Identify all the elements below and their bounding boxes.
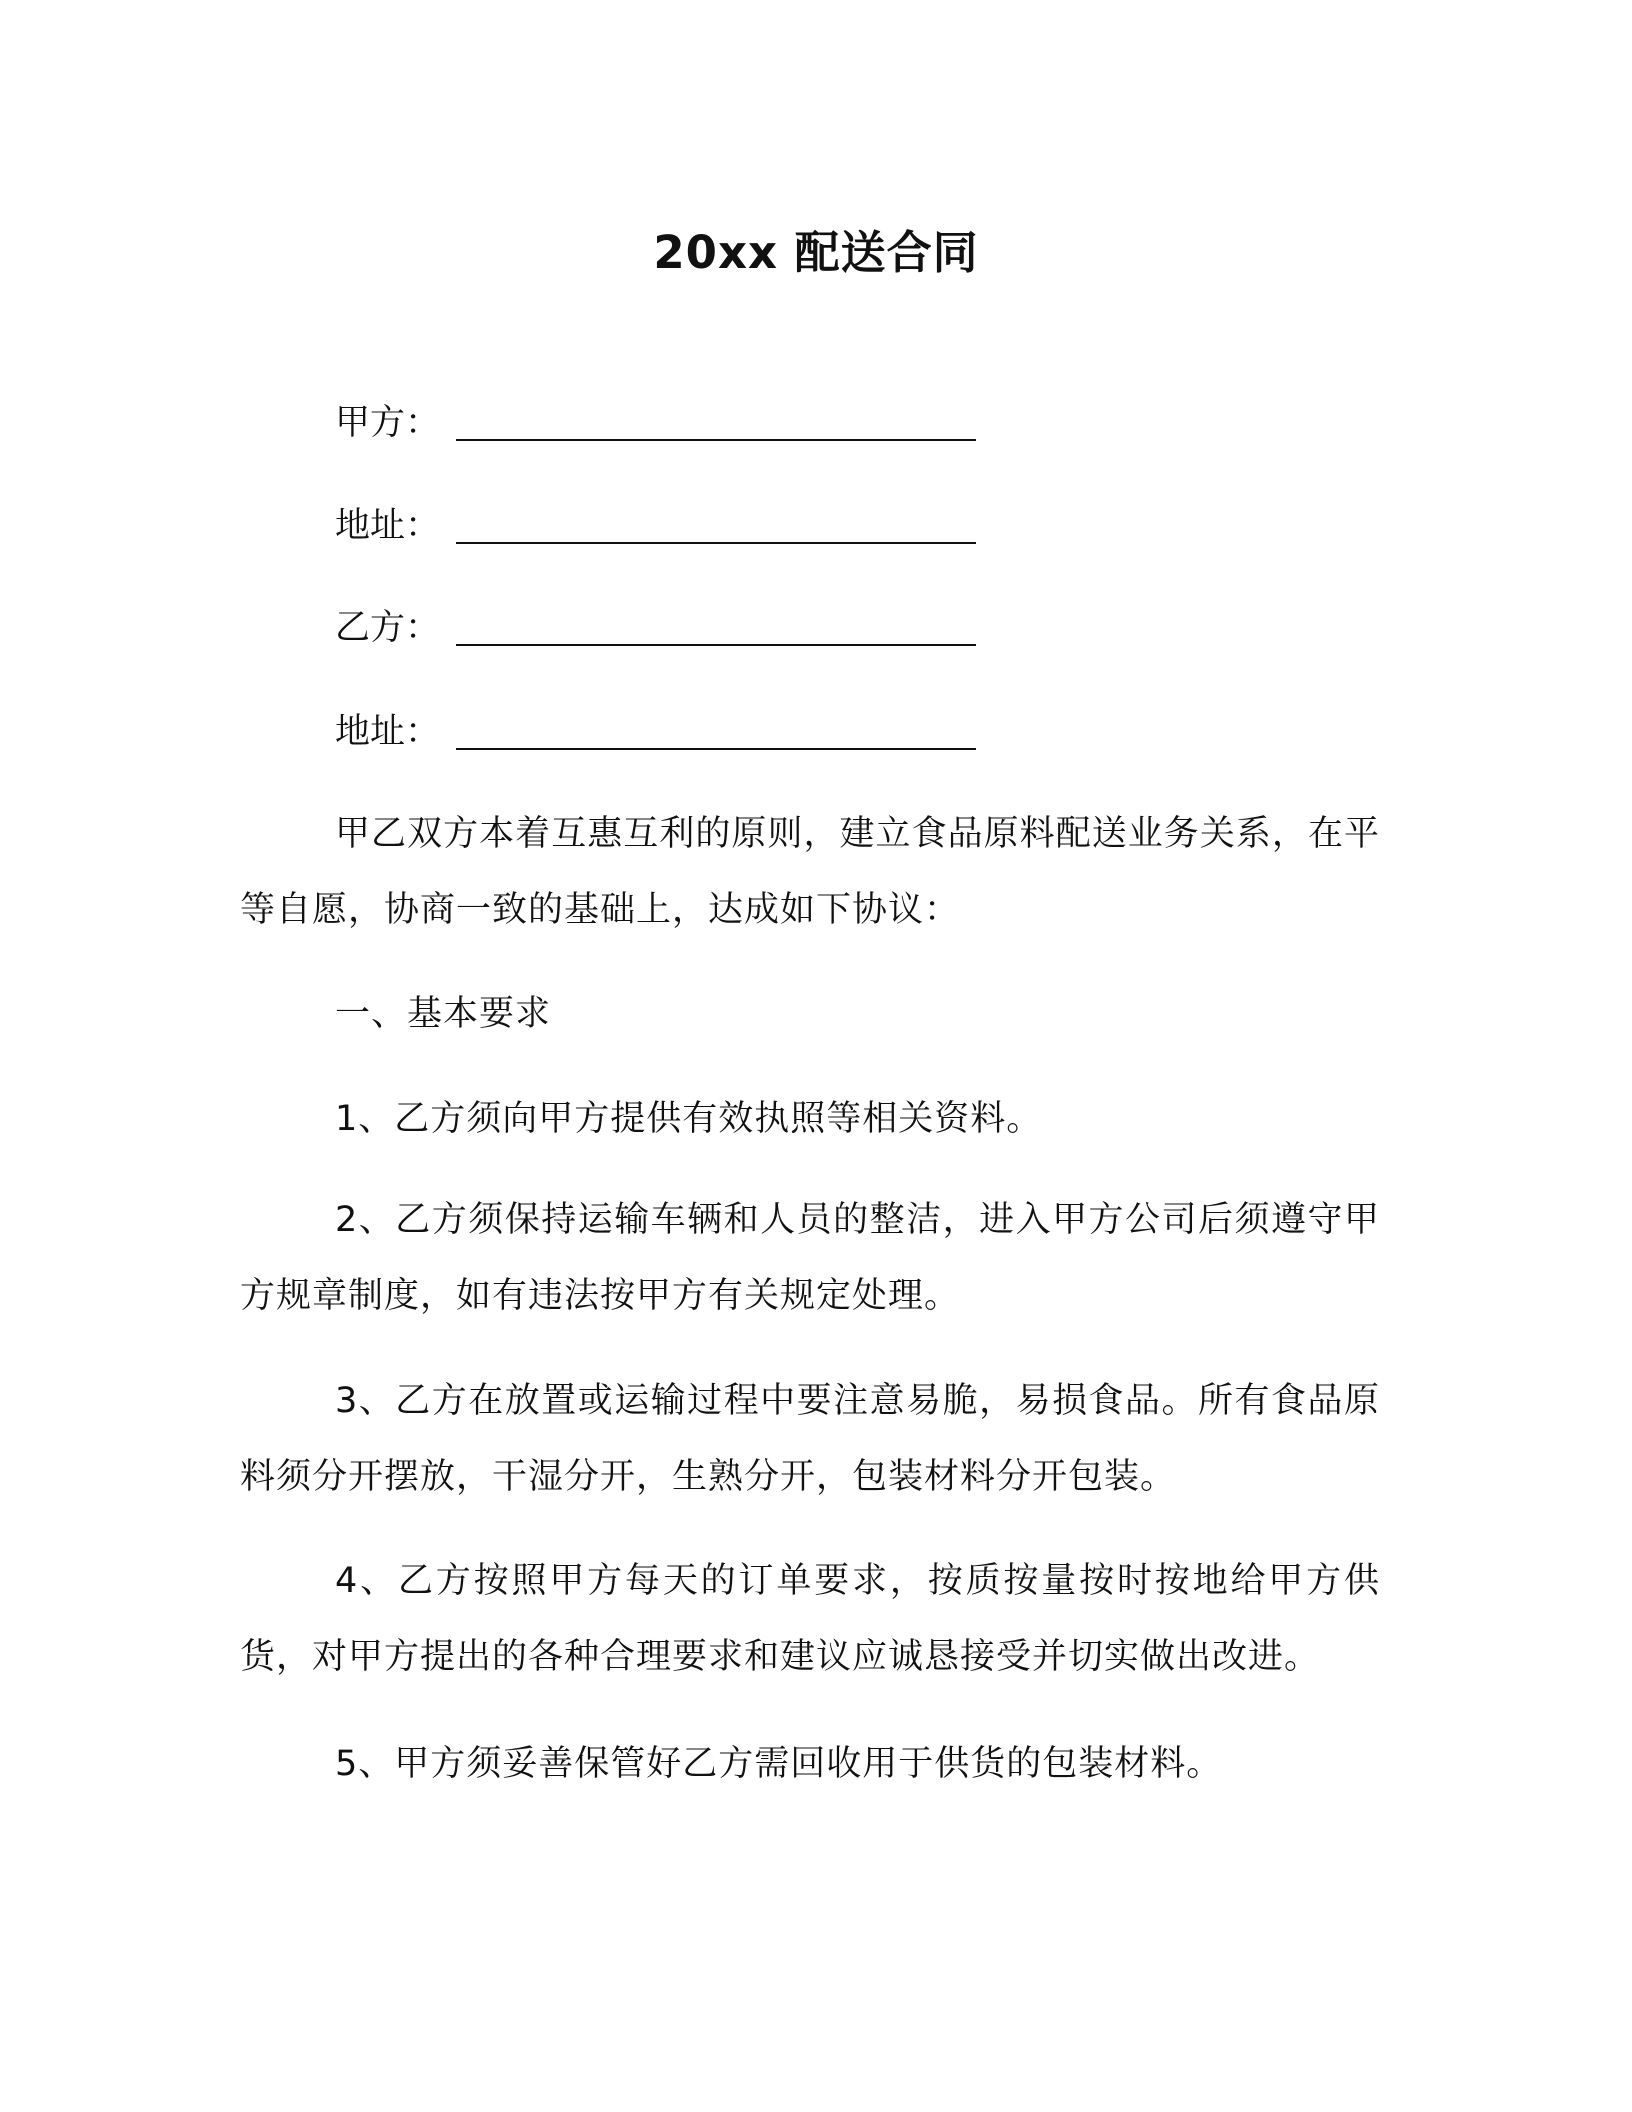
party-b-address-label: 地址： [335, 712, 441, 752]
party-b-label: 乙方： [335, 608, 441, 648]
party-b-blank-line [456, 644, 976, 646]
document-title: 20xx 配送合同 [653, 226, 979, 279]
clause-3: 3、乙方在放置或运输过程中要注意易脆，易损食品。所有食品原料须分开摆放，干湿分开，生熟分开，包装材料分开包装。 [240, 1381, 1380, 1497]
clause-1: 1、乙方须向甲方提供有效执照等相关资料。 [335, 1099, 1043, 1139]
party-a-field [335, 399, 976, 447]
party-b-field [335, 604, 976, 652]
party-a-label: 甲方： [335, 403, 441, 443]
intro-paragraph: 甲乙双方本着互惠互利的原则，建立食品原料配送业务关系，在平等自愿，协商一致的基础上，达成如下协议： [240, 814, 1380, 930]
party-a-address-field [335, 502, 976, 550]
party-a-blank-line [456, 439, 976, 441]
party-b-address-blank-line [456, 748, 976, 750]
clause-5: 5、甲方须妥善保管好乙方需回收用于供货的包装材料。 [335, 1744, 1223, 1784]
section-heading: 一、基本要求 [335, 994, 552, 1034]
party-b-address-field [335, 708, 976, 756]
party-a-address-label: 地址： [335, 506, 441, 546]
clause-2: 2、乙方须保持运输车辆和人员的整洁，进入甲方公司后须遵守甲方规章制度，如有违法按甲方有关规定处理。 [240, 1200, 1380, 1316]
clause-4: 4、乙方按照甲方每天的订单要求，按质按量按时按地给甲方供货，对甲方提出的各种合理要求和建议应诚恳接受并切实做出改进。 [240, 1561, 1380, 1677]
party-a-address-blank-line [456, 542, 976, 544]
